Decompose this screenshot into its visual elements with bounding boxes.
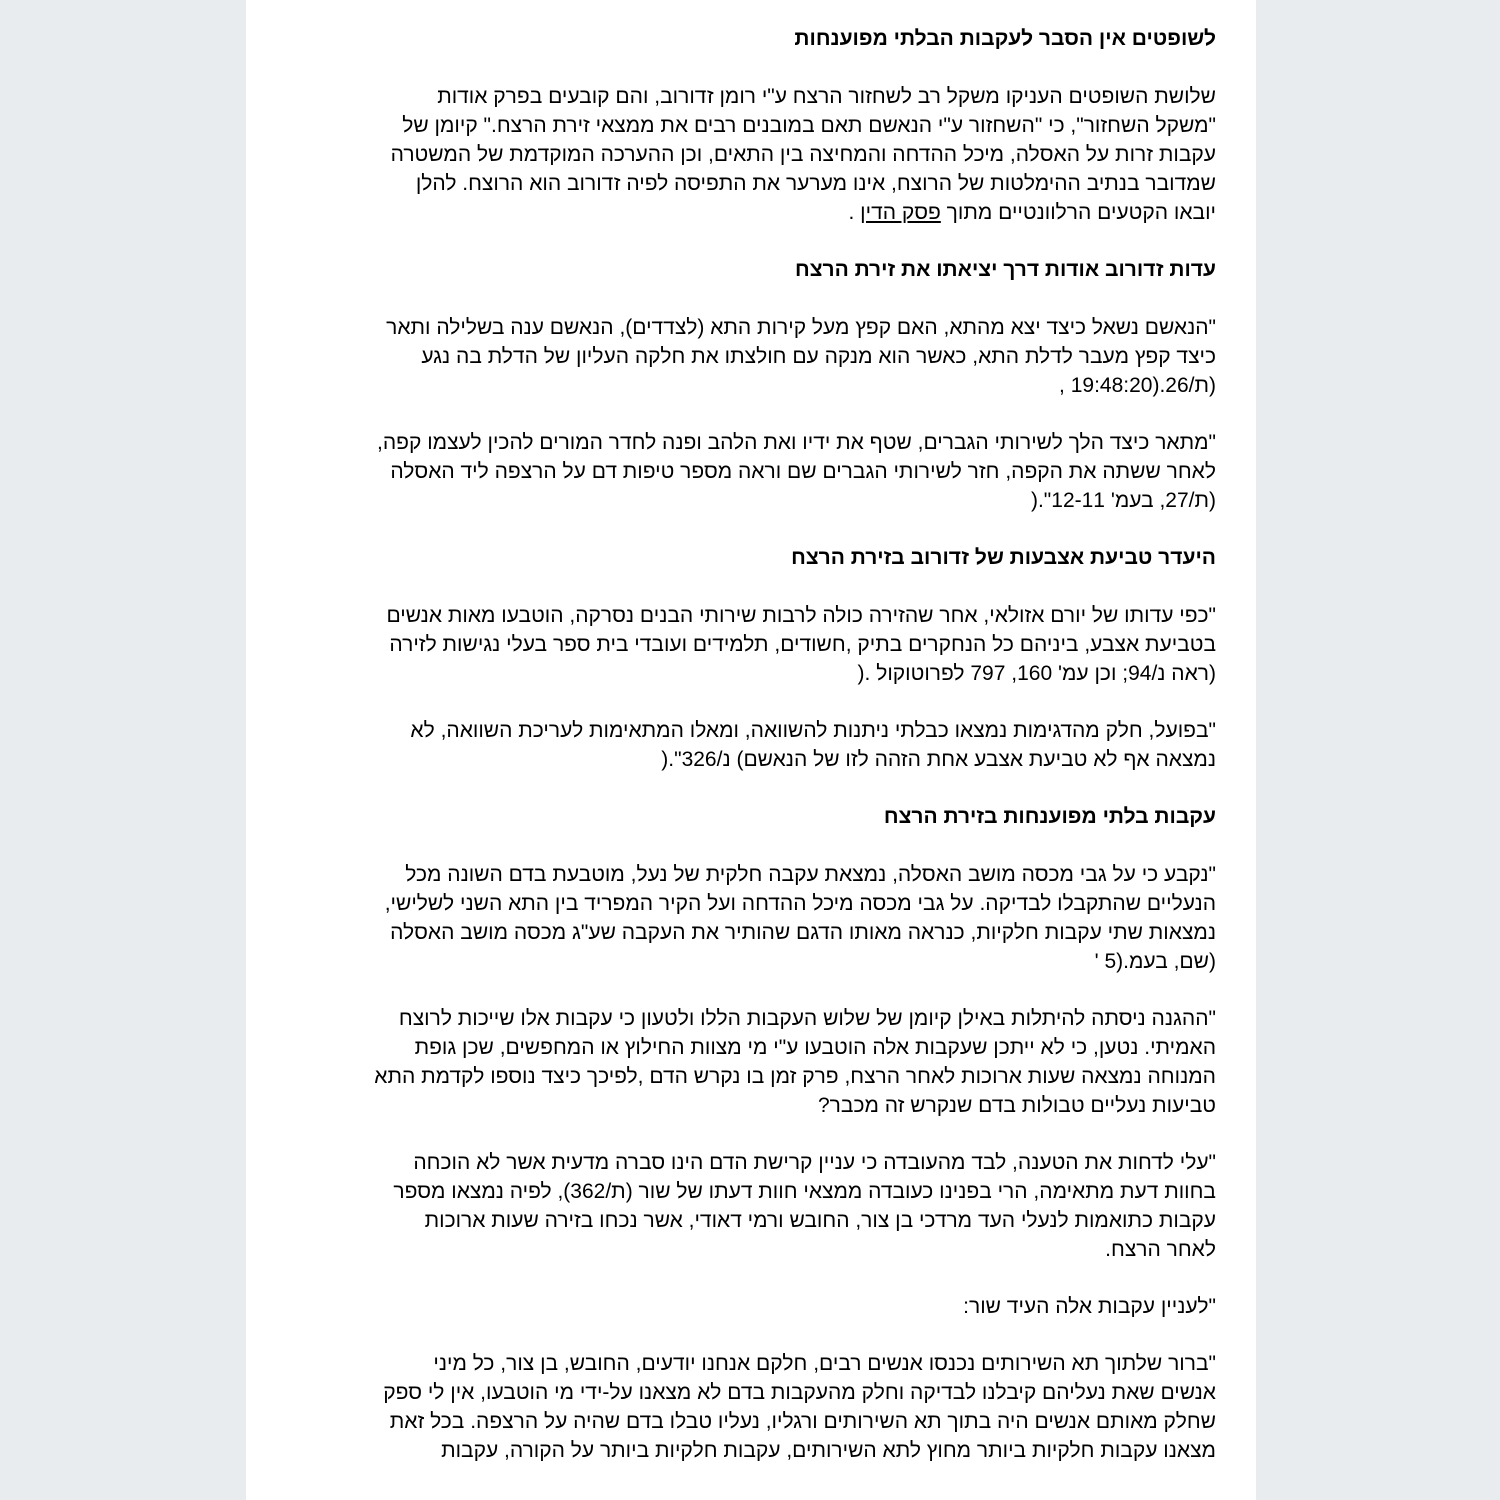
text-line: (ת/27, בעמ' 12-11".( <box>1030 489 1216 512</box>
paragraph <box>286 313 1216 400</box>
text-line: (ת/26.(19:48:20 , <box>1059 374 1216 397</box>
paragraph <box>286 601 1216 688</box>
text-line: נמצאות שתי עקבות חלקיות, כנראה מאותו הדגם שהותיר את העקבה שע"ג מכסה מושב האסלה <box>390 921 1216 944</box>
text-line: כיצד קפץ מעבר לדלת התא, כאשר הוא מנקה עם חולצתו את חלקה העליון של הדלת בה נגע <box>421 345 1216 368</box>
document-content <box>286 24 1216 1493</box>
section-heading: עקבות בלתי מפוענחות בזירת הרצח <box>883 805 1216 828</box>
text-line: נמצאה אף לא טביעת אצבע אחת הזהה לזו של הנאשם) נ/326".( <box>661 748 1216 771</box>
paragraph <box>286 428 1216 515</box>
text-line: שלושת השופטים העניקו משקל רב לשחזור הרצח ע"י רומן זדורוב, והם קובעים בפרק אודות <box>437 85 1216 108</box>
text-line: בטביעת אצבע, ביניהם כל הנחקרים בתיק ,חשודים, תלמידים ועובדי בית ספר בעלי נגישות לזירה <box>389 633 1216 656</box>
text-line: הנעליים שהתקבלו לבדיקה. על גבי מכסה מיכל ההדחה ועל הקיר המפריד בין התא השני לשלישי, <box>384 892 1216 915</box>
text-line: "נקבע כי על גבי מכסה מושב האסלה, נמצאת עקבה חלקית של נעל, מוטבעת בדם השונה מכל <box>405 863 1216 886</box>
text-line: האמיתי. נטען, כי לא ייתכן שעקבות אלה הוטבעו ע"י מי מצוות החילוץ או המחפשים, שכן גופת <box>414 1036 1216 1059</box>
text-line <box>286 198 1216 227</box>
text-line: (ראה נ/94; וכן עמ' 160, 797 לפרוטוקול .( <box>857 662 1216 685</box>
text-line: עקבות זרות על האסלה, מיכל ההדחה והמחיצה בין התאים, וכן ההערכה המוקדמת של המשטרה <box>390 143 1216 166</box>
text-line: "משקל השחזור", כי "השחזור ע"י הנאשם תאם במובנים רבים את ממצאי זירת הרצח." קיומן של <box>402 114 1216 137</box>
paragraph <box>286 860 1216 976</box>
paragraph <box>286 1004 1216 1120</box>
text-line: עקבות כתואמות לנעלי העד מרדכי בן צור, החובש ורמי דאודי, אשר נכחו בזירה שעות ארוכות <box>424 1209 1216 1232</box>
text-line: "כפי עדותו של יורם אזולאי, אחר שהזירה כולה לרבות שירותי הבנים נסרקה, הוטבעו מאות אנשים <box>386 604 1216 627</box>
document-page <box>246 0 1256 1500</box>
paragraph <box>286 716 1216 774</box>
section-heading: לשופטים אין הסבר לעקבות הבלתי מפוענחות <box>794 27 1216 50</box>
text-line: המנוחה נמצאה שעות ארוכות לאחר הרצח, פרק זמן בו נקרש הדם ,לפיכך כיצד נוספו לקדמת התא <box>374 1065 1216 1088</box>
paragraph <box>286 1148 1216 1264</box>
text-line: "בפועל, חלק מהדגימות נמצאו כבלתי ניתנות להשוואה, ומאלו המתאימות לעריכת השוואה, לא <box>410 719 1216 742</box>
section-heading: עדות זדורוב אודות דרך יציאתו את זירת הרצח <box>794 258 1216 281</box>
paragraph <box>286 82 1216 227</box>
text-line: "מתאר כיצד הלך לשירותי הגברים, שטף את ידיו ואת הלהב ופנה לחדר המורים להכין לעצמו קפה, <box>377 431 1216 454</box>
text-line: "ההגנה ניסתה להיתלות באילן קיומן של שלוש העקבות הללו ולטעון כי עקבות אלו שייכות לרוצח <box>398 1007 1216 1030</box>
text-line: לאחר ששתה את הקפה, חזר לשירותי הגברים שם וראה מספר טיפות דם על הרצפה ליד האסלה <box>390 460 1216 483</box>
text-line: (שם, בעמ.(5 ' <box>1094 950 1216 973</box>
text-fragment: . <box>848 201 861 224</box>
text-line: בחוות דעת מתאימה, הרי בפנינו כעובדה ממצאי חוות דעתו של שור (ת/362), לפיה נמצאו מספר <box>393 1180 1216 1203</box>
verdict-link[interactable]: פסק הדין <box>860 201 941 224</box>
text-line: שחלק מאותם אנשים היה בתוך תא השירותים ורגליו, נעליו טבלו בדם שהיה על הרצפה. בכל זאת <box>389 1410 1216 1433</box>
text-line: שמדובר בנתיב ההימלטות של הרוצח, אינו מערער את התפיסה לפיה זדורוב הוא הרוצח. להלן <box>415 172 1216 195</box>
text-line: "עלי לדחות את הטענה, לבד מהעובדה כי עניין קרישת הדם הינו סברה מדעית אשר לא הוכחה <box>413 1151 1216 1174</box>
paragraph <box>286 1292 1216 1321</box>
text-line: "הנאשם נשאל כיצד יצא מהתא, האם קפץ מעל קירות התא (לצדדים), הנאשם ענה בשלילה ותאר <box>386 316 1216 339</box>
section-heading: היעדר טביעת אצבעות של זדורוב בזירת הרצח <box>791 546 1216 569</box>
text-line: "לעניין עקבות אלה העיד שור: <box>963 1295 1216 1318</box>
text-fragment: יובאו הקטעים הרלוונטיים מתוך <box>940 201 1216 224</box>
text-line: לאחר הרצח. <box>1105 1238 1216 1261</box>
text-line: אנשים שאת נעליהם קיבלנו לבדיקה וחלק מהעקבות בדם לא מצאנו על-ידי מי הוטבעו, אין לי ספק <box>383 1381 1216 1404</box>
text-line: מצאנו עקבות חלקיות ביותר מחוץ לתא השירותים, עקבות חלקיות ביותר על הקורה, עקבות <box>441 1439 1216 1462</box>
paragraph <box>286 1349 1216 1465</box>
text-line: "ברור שלתוך תא השירותים נכנסו אנשים רבים, חלקם אנחנו יודעים, החובש, בן צור, כל מיני <box>433 1352 1216 1375</box>
text-line: טביעות נעליים טבולות בדם שנקרש זה מכבר? <box>818 1094 1216 1117</box>
